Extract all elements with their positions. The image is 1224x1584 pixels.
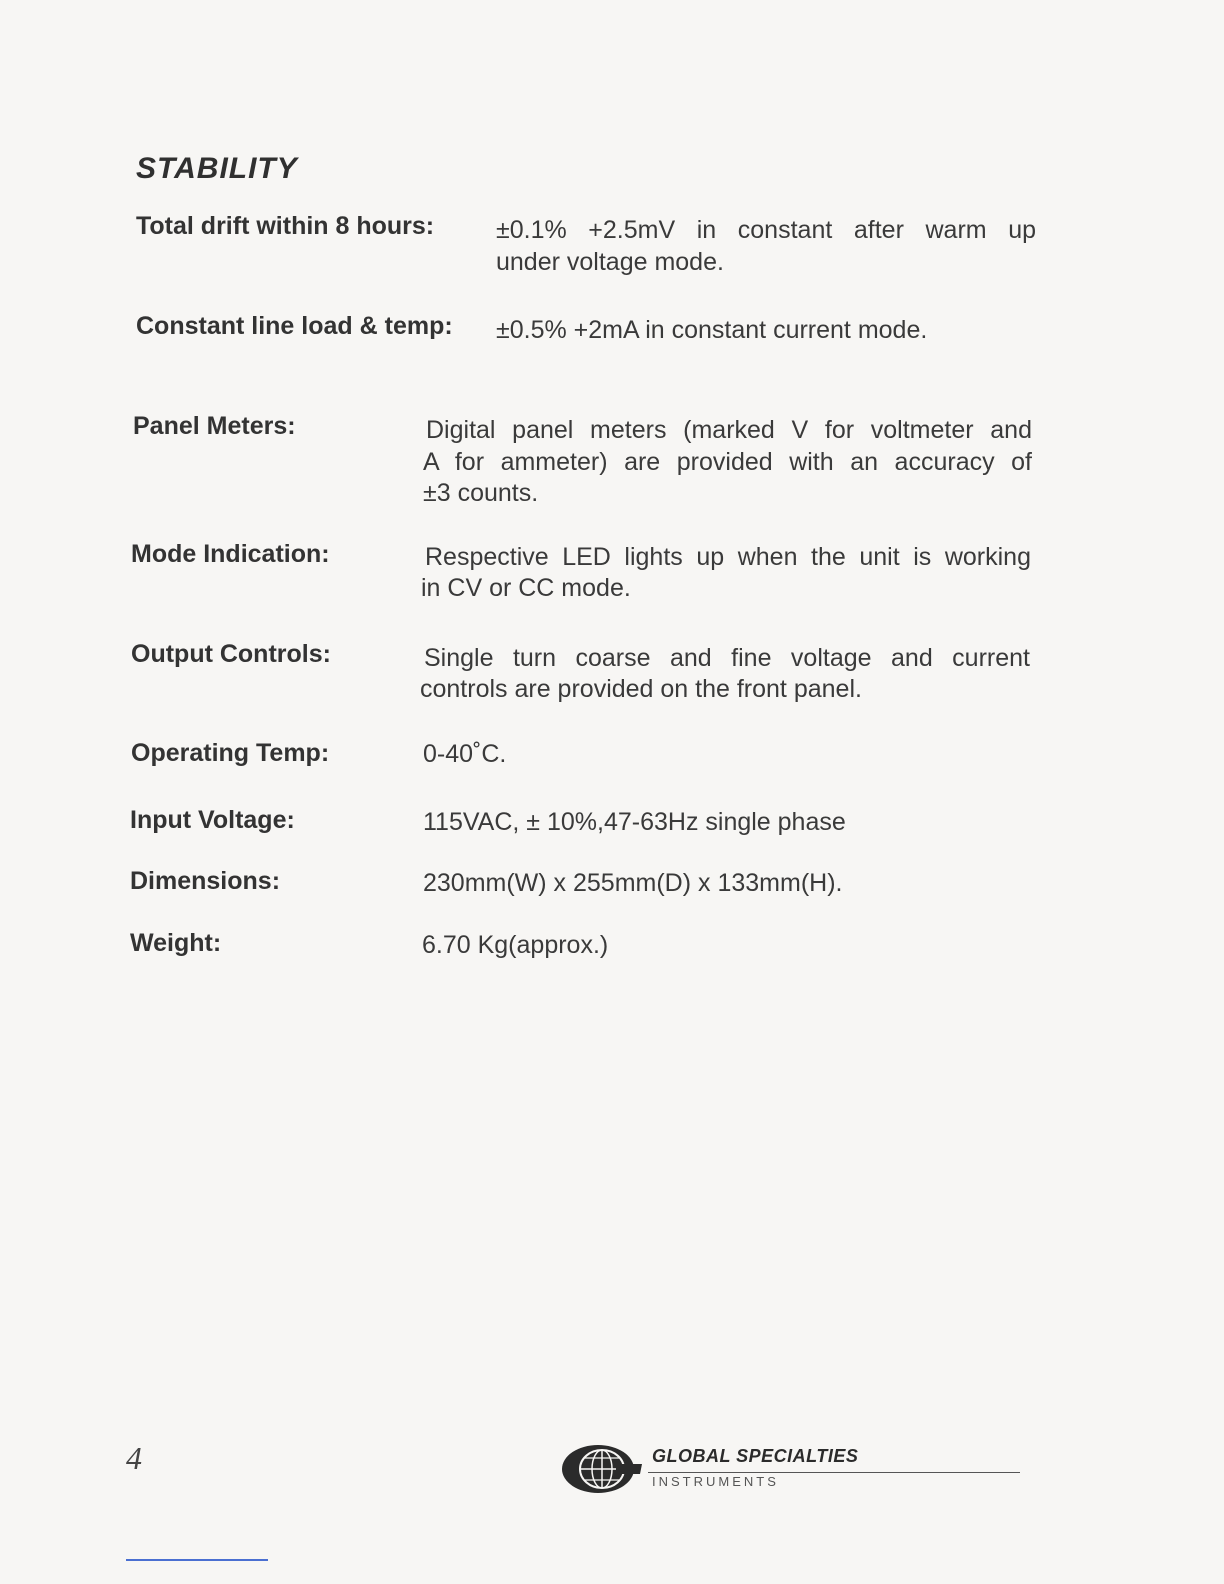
spec-value-line: Single turn coarse and fine voltage and current xyxy=(424,644,1030,672)
spec-value-line: 115VAC, ± 10%,47-63Hz single phase xyxy=(423,808,846,836)
spec-value-line: Respective LED lights up when the unit is working xyxy=(425,543,1031,571)
logo-divider xyxy=(648,1472,1020,1473)
spec-value-line: in CV or CC mode. xyxy=(421,574,631,602)
spec-label: Total drift within 8 hours: xyxy=(136,212,435,240)
spec-label: Dimensions: xyxy=(130,867,281,895)
company-logo xyxy=(560,1442,1030,1498)
spec-value-line: ±0.1% +2.5mV in constant after warm up xyxy=(496,216,1036,244)
spec-label: Input Voltage: xyxy=(130,806,295,834)
spec-value-line: under voltage mode. xyxy=(496,248,724,276)
spec-value-line: 0-40˚C. xyxy=(423,740,507,768)
spec-label: Weight: xyxy=(130,929,222,957)
spec-value-line: ±3 counts. xyxy=(423,479,539,507)
page-number: 4 xyxy=(126,1440,142,1476)
spec-value-line: 6.70 Kg(approx.) xyxy=(422,931,609,959)
company-name: GLOBAL SPECIALTIES xyxy=(652,1446,859,1466)
section-heading: STABILITY xyxy=(136,152,298,185)
spec-value-line: controls are provided on the front panel. xyxy=(420,675,862,703)
footer-rule xyxy=(126,1559,268,1561)
spec-label: Operating Temp: xyxy=(131,739,330,767)
spec-label: Constant line load & temp: xyxy=(136,312,453,340)
spec-value-line: A for ammeter) are provided with an accuracy of xyxy=(423,448,1032,476)
globe-logo-icon xyxy=(560,1442,644,1496)
spec-label: Panel Meters: xyxy=(133,412,296,440)
spec-value-line: ±0.5% +2mA in constant current mode. xyxy=(496,316,928,344)
spec-value-line: 230mm(W) x 255mm(D) x 133mm(H). xyxy=(423,869,843,897)
company-subtitle: INSTRUMENTS xyxy=(652,1474,779,1489)
spec-label: Output Controls: xyxy=(131,640,331,668)
spec-label: Mode Indication: xyxy=(131,540,330,568)
spec-value-line: Digital panel meters (marked V for voltmeter and xyxy=(426,416,1032,444)
